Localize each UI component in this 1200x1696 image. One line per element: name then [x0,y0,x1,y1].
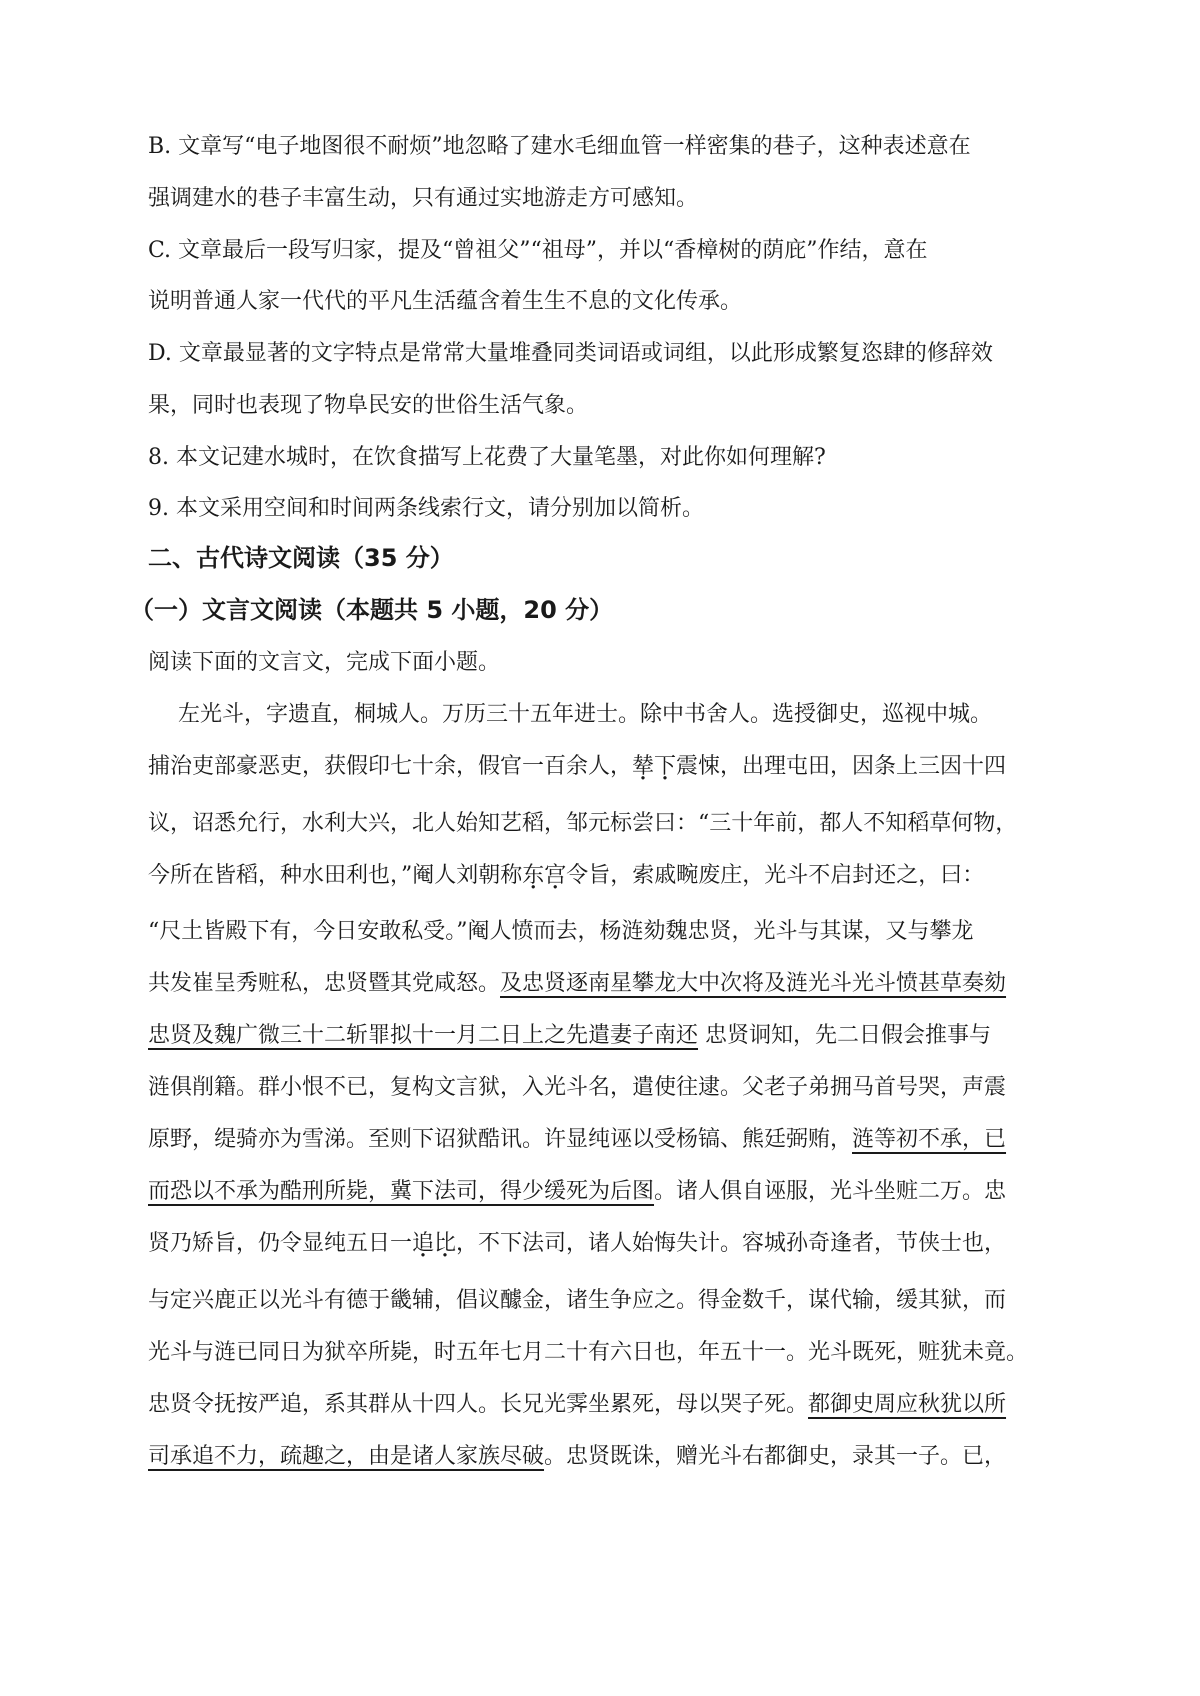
passage-line-9 [148,1125,1088,1155]
dotted-char: 比 [434,1231,457,1256]
instruction: 阅读下面的文言文，完成下面小题。 [148,650,501,675]
underlined-passage: 而恐以不承为酷刑所毙，冀下法司，得少缓死为后图 [148,1179,655,1204]
passage-text: 贤乃矫旨，仍令显纯五日一 [148,1231,413,1256]
dotted-char: 下 [654,754,677,779]
passage-text: 共发崔呈秀赃私，忠贤暨其党咸怒。 [148,971,501,996]
passage-text: 令旨，索戚畹废庄，光斗不启封还之，曰： [566,863,985,888]
passage-line-13: 光斗与涟已同日为狱卒所毙，时五年七月二十有六日也，年五十一。光斗既死，赃犹未竟。 [148,1340,1029,1365]
section-2-subtitle: （一）文言文阅读（本题共 5 小题，20 分） [130,596,614,624]
passage-line-11 [148,1229,1088,1259]
option-d-line2: 果，同时也表现了物阜民安的世俗生活气象。 [148,393,589,418]
question-8: 8. 本文记建水城时，在饮食描写上花费了大量笔墨，对此你如何理解? [148,445,826,470]
underlined-passage: 涟等初不承，已 [852,1127,1007,1152]
passage-line-2 [148,752,1088,782]
passage-text: 捕治吏部豪恶吏，获假印七十余，假官一百余人， [148,754,633,779]
dotted-char: 东 [522,863,545,888]
passage-text: 原野，缇骑亦为雪涕。至则下诏狱酷讯。许显纯诬以受杨镐、熊廷弼贿， [148,1127,853,1152]
option-c-line2: 说明普通人家一代代的平凡生活蕴含着生生不息的文化传承。 [148,289,743,314]
passage-line-8: 涟俱削籍。群小恨不已，复构文言狱，入光斗名，遣使往逮。父老子弟拥马首号哭，声震 [148,1075,1007,1100]
passage-line-5: “尺土皆殿下有，今日安敢私受。”阉人愤而去，杨涟劾魏忠贤，光斗与其谋，又与攀龙 [148,919,974,944]
underlined-passage: 忠贤及魏广微三十二斩罪拟十一月二日上之先遣妻子南还 [148,1023,699,1048]
passage-line-3: 议，诏悉允行，水利大兴，北人始知艺稻，邹元标尝曰：“三十年前，都人不知稻草何物， [148,811,1018,836]
passage-line-14 [148,1390,1088,1420]
passage-text: 。诸人俱自诬服，光斗坐赃二万。忠 [654,1179,1007,1204]
dotted-char: 辇 [632,754,655,779]
dotted-char: 宫 [544,863,567,888]
underlined-passage: 司承追不力，疏趣之，由是诸人家族尽破 [148,1444,545,1469]
passage-text: 忠贤诇知，先二日假会推事与 [698,1023,992,1048]
passage-line-12: 与定兴鹿正以光斗有德于畿辅，倡议醵金，诸生争应之。得金数千，谋代输，缓其狱，而 [148,1288,1007,1313]
underlined-passage: 都御史周应秋犹以所 [808,1392,1007,1417]
passage-line-4 [148,861,1088,891]
passage-text: ，不下法司，诸人始悔失计。容城孙奇逢者，节侠士也， [456,1231,1007,1256]
dotted-char: 追 [412,1231,435,1256]
option-b-line2: 强调建水的巷子丰富生动，只有通过实地游走方可感知。 [148,186,699,211]
passage-line-7 [148,1021,1088,1051]
passage-text: 今所在皆稻，种水田利也，”阉人刘朝称 [148,863,523,888]
passage-line-10 [148,1177,1088,1207]
underlined-passage: 及忠贤逐南星攀龙大中次将及涟光斗光斗愤甚草奏劾 [500,971,1007,996]
passage-line-15 [148,1442,1088,1472]
passage-line-6 [148,969,1088,999]
option-d-line1: D. 文章最显著的文字特点是常常大量堆叠同类词语或词组，以此形成繁复恣肆的修辞效 [148,341,993,366]
question-9: 9. 本文采用空间和时间两条线索行文，请分别加以简析。 [148,496,704,521]
option-c-line1: C. 文章最后一段写归家，提及“曾祖父”“祖母”，并以“香樟树的荫庇”作结，意在 [148,238,928,263]
passage-line-1: 左光斗，字遗直，桐城人。万历三十五年进士。除中书舍人。选授御史，巡视中城。 [178,702,993,727]
passage-text: 震悚，出理屯田，因条上三因十四 [676,754,1007,779]
passage-text: 忠贤令抚按严追，系其群从十四人。长兄光霁坐累死，母以哭子死。 [148,1392,809,1417]
option-b-line1: B. 文章写“电子地图很不耐烦”地忽略了建水毛细血管一样密集的巷子，这种表述意在 [148,134,971,159]
section-2-title: 二、古代诗文阅读（35 分） [148,544,454,572]
passage-text: 。忠贤既诛，赠光斗右都御史，录其一子。已， [544,1444,1007,1469]
